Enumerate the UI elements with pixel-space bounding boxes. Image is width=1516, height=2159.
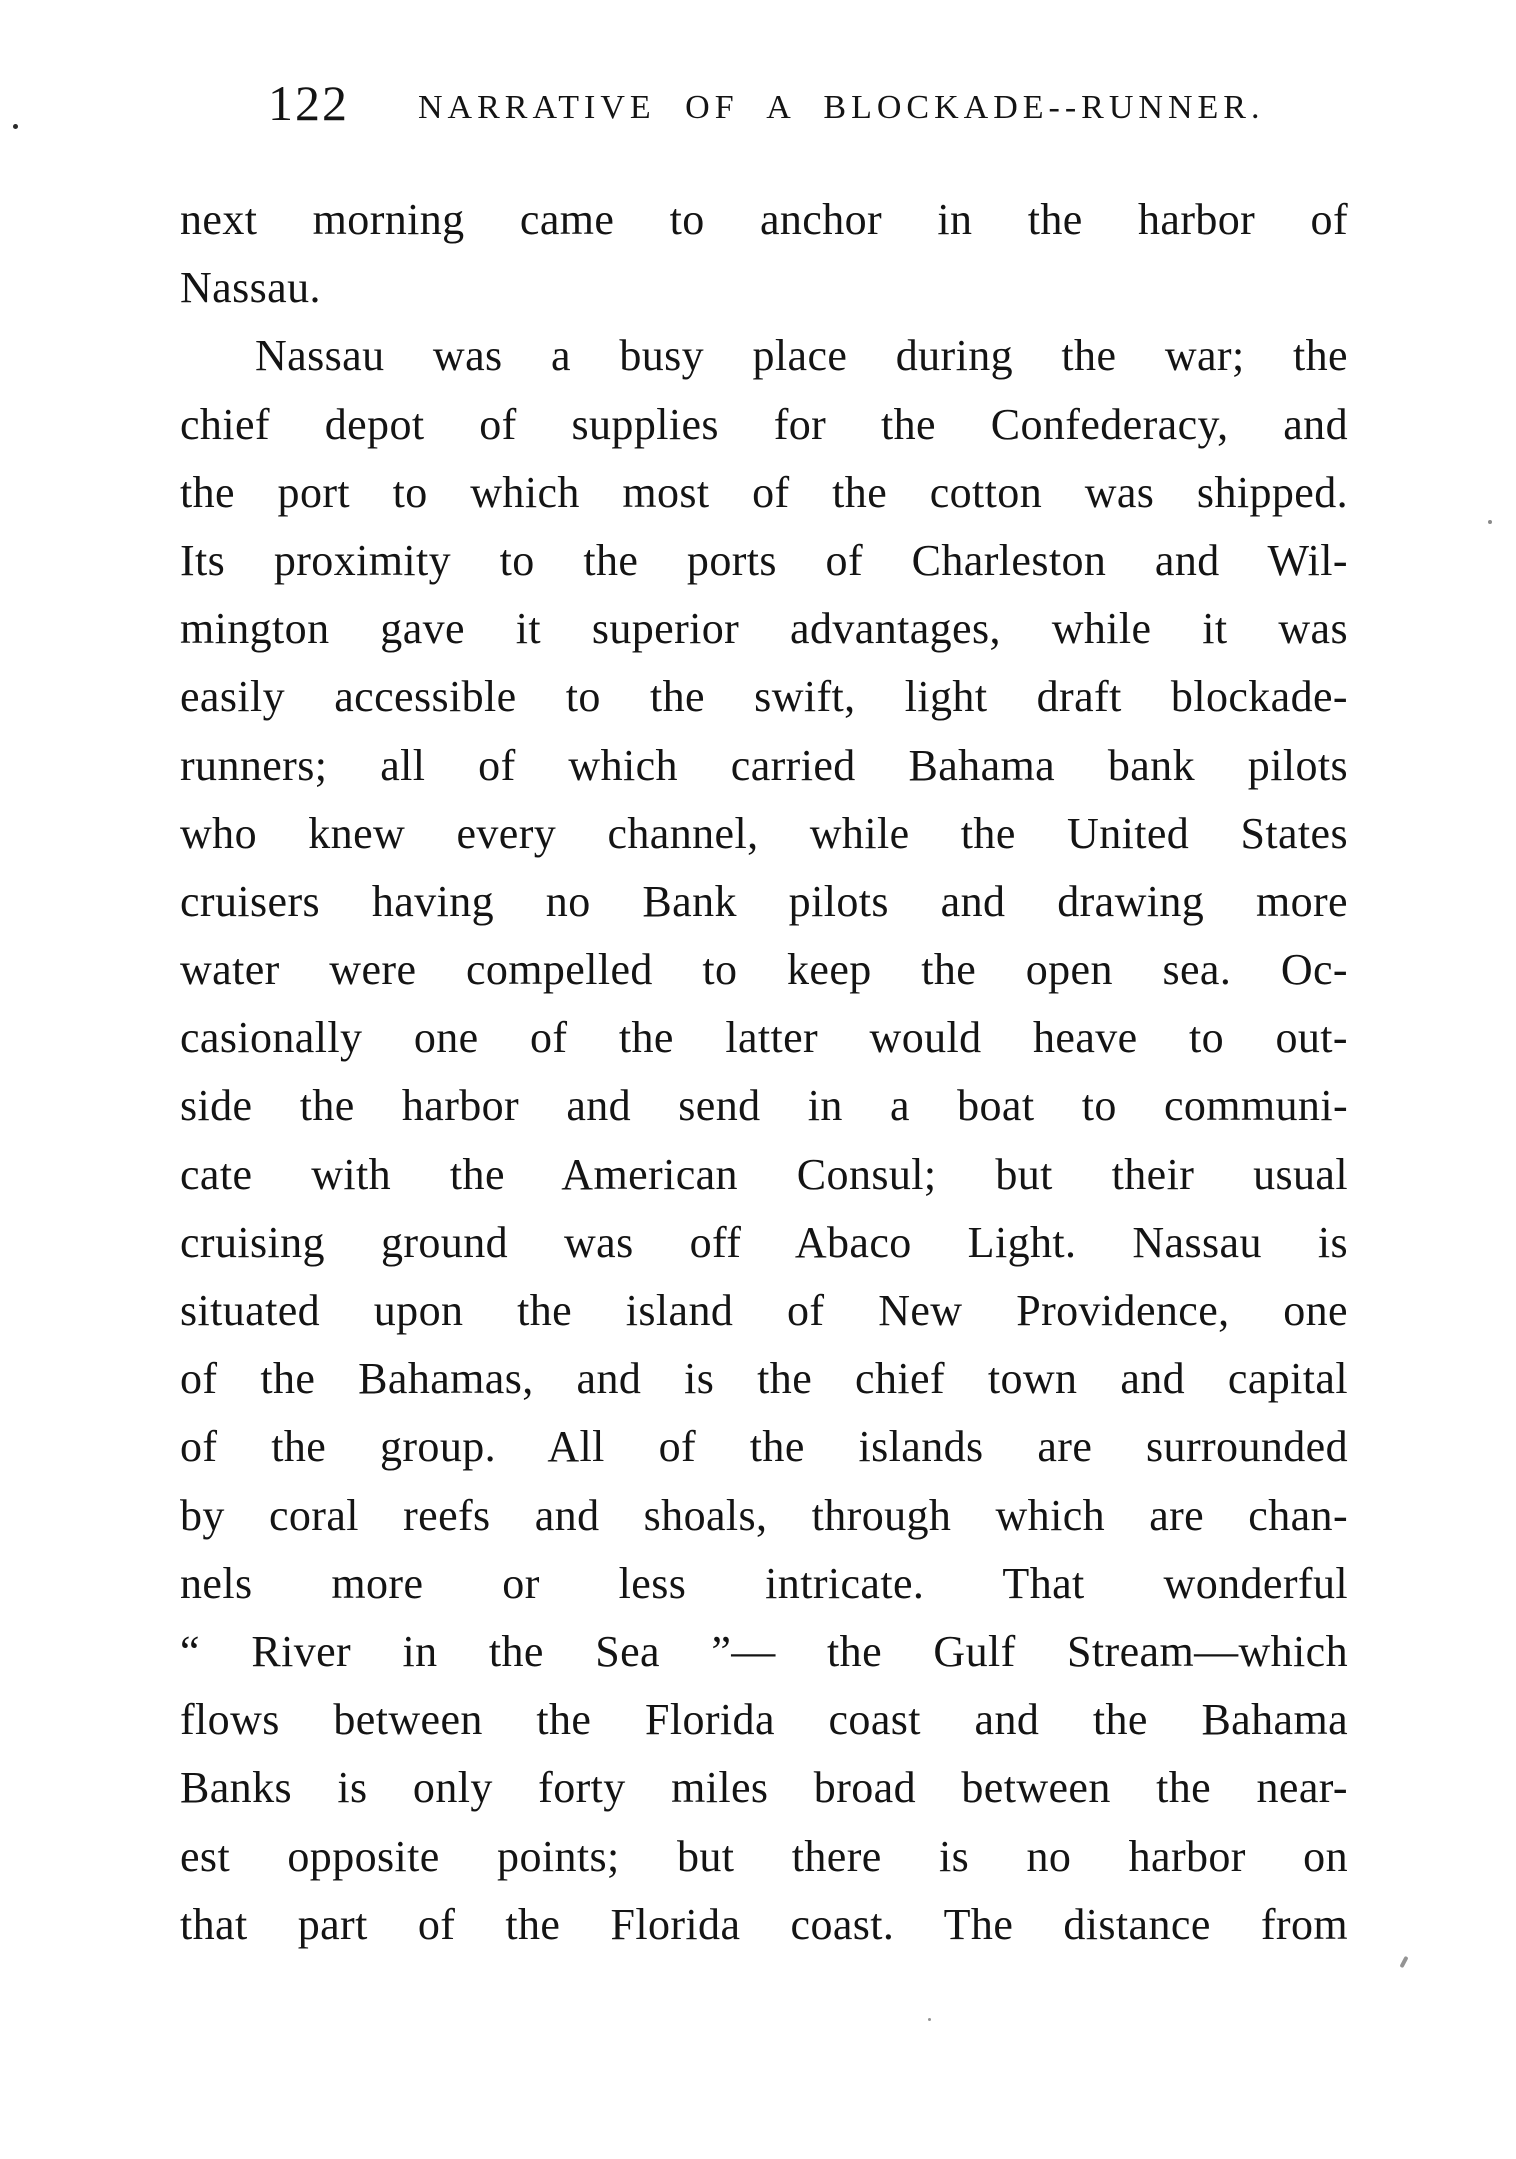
scan-speck	[1488, 520, 1492, 524]
text-line: flows between the Florida coast and the Bahama	[180, 1695, 1348, 1745]
running-title: NARRATIVE OF A BLOCKADE--RUNNER.	[418, 89, 1265, 126]
body-text	[180, 186, 1348, 1959]
scan-speck	[1399, 1956, 1408, 1968]
text-line: Nassau was a busy place during the war; the	[255, 331, 1348, 381]
text-line: casionally one of the latter would heave to out-	[180, 1013, 1348, 1063]
text-line: nels more or less intricate. That wonderful	[180, 1558, 1348, 1608]
text-line: cruisers having no Bank pilots and drawing more	[180, 876, 1348, 926]
text-line: “ River in the Sea ”— the Gulf Stream—which	[180, 1626, 1348, 1676]
text-line: side the harbor and send in a boat to communi-	[180, 1081, 1348, 1131]
text-line: Nassau.	[180, 263, 321, 313]
running-header	[0, 75, 1516, 138]
scan-speck	[13, 124, 18, 129]
text-line: cruising ground was off Abaco Light. Nassau is	[180, 1217, 1348, 1267]
text-line: by coral reefs and shoals, through which are chan-	[180, 1490, 1348, 1540]
text-line: the port to which most of the cotton was shipped.	[180, 467, 1348, 517]
text-line: cate with the American Consul; but their usual	[180, 1149, 1348, 1199]
text-line: situated upon the island of New Providence, one	[180, 1286, 1348, 1335]
text-line: chief depot of supplies for the Confederacy, and	[180, 399, 1348, 449]
text-line: Banks is only forty miles broad between the near-	[180, 1763, 1348, 1813]
page-number: 122	[268, 75, 349, 131]
text-line: mington gave it superior advantages, while it was	[180, 604, 1348, 654]
text-line: runners; all of which carried Bahama bank pilots	[180, 740, 1348, 790]
scan-speck	[928, 2018, 931, 2021]
text-line: that part of the Florida coast. The distance from	[180, 1899, 1348, 1949]
text-line: who knew every channel, while the United States	[180, 808, 1348, 858]
text-line: of the Bahamas, and is the chief town and capital	[180, 1354, 1348, 1404]
text-line: easily accessible to the swift, light draft blockade-	[180, 672, 1348, 722]
text-line: est opposite points; but there is no harbor on	[180, 1831, 1348, 1881]
text-line: next morning came to anchor in the harbor of	[180, 195, 1348, 244]
text-line: of the group. All of the islands are surrounded	[180, 1422, 1348, 1472]
text-line: Its proximity to the ports of Charleston and Wil-	[180, 535, 1348, 585]
text-line: water were compelled to keep the open sea. Oc-	[180, 945, 1348, 995]
